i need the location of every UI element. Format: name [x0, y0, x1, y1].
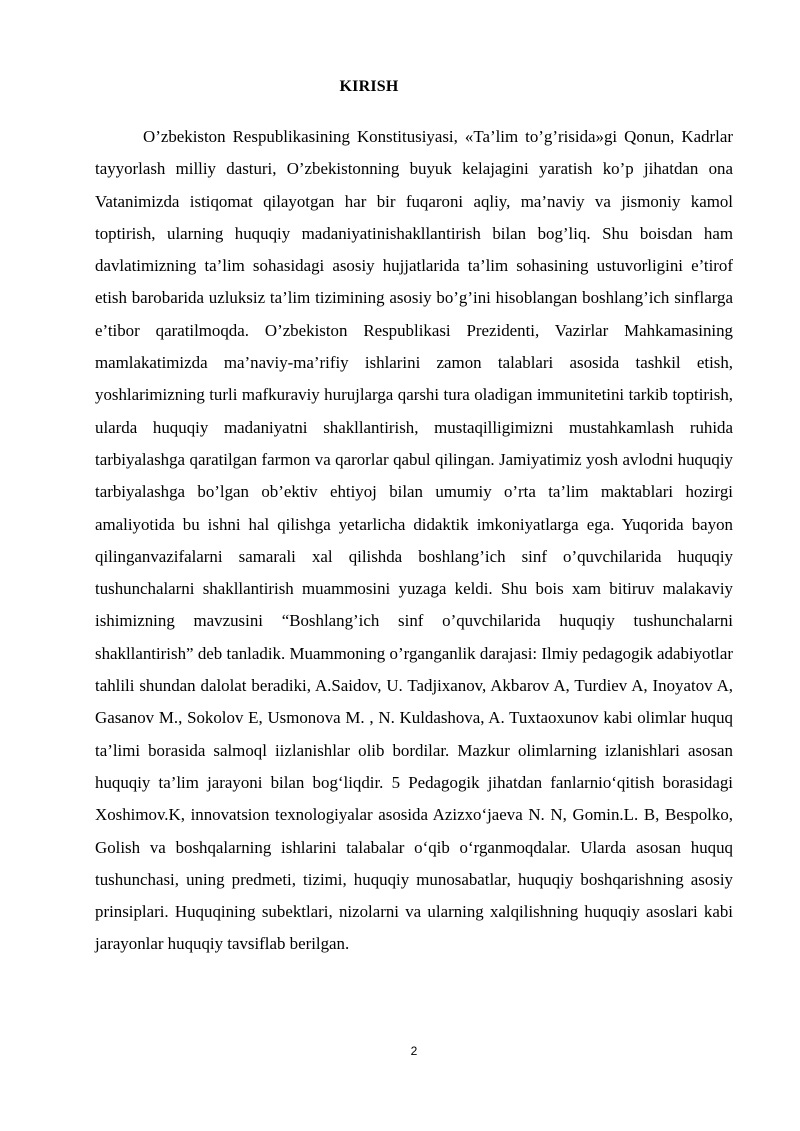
page-number: 2	[410, 1044, 418, 1058]
section-title: KIRISH	[339, 78, 399, 95]
body-paragraph: O’zbekiston Respublikasining Konstitusiyasi, «Ta’lim to’g’risida»gi Qonun, Kadrlar tayyorlash milliy dasturi, O’zbekistonning buyuk kelajagini yaratish ko’p jihatdan ona Vatanimizda istiqomat qilayotgan har bir fuqaroni aqliy, ma’naviy va jismoniy kamol toptirish, ularning huquqiy madaniyatinishakllantirish bilan bog’liq. Shu boisdan ham davlatimizning ta’lim sohasidagi asosiy hujjatlarida ta’lim sohasining ustuvorligini e’tirof etish barobarida uzluksiz ta’lim tizimining asosiy bo’g’ini hisoblangan boshlang’ich sinflarga e’tibor qaratilmoqda. O’zbekiston Respublikasi Prezidenti, Vazirlar Mahkamasining mamlakatimizda ma’naviy-ma’rifiy ishlarini zamon talablari asosida tashkil etish, yoshlarimizning turli mafkuraviy hurujlarga qarshi tura oladigan immunitetini tarkib toptirish, ularda huquqiy madaniyatni shakllantirish, mustaqilligimizni mustahkamlash ruhida tarbiyalashga qaratilgan farmon va qarorlar qabul qilingan. Jamiyatimiz yosh avlodni huquqiy tarbiyalashga bo’lgan ob’ektiv ehtiyoj bilan umumiy o’rta ta’lim maktablari hozirgi amaliyotida bu ishni hal qilishga yetarlicha didaktik imkoniyatlarga ega. Yuqorida bayon qilinganvazifalarni samarali xal qilishda boshlang’ich sinf o’quvchilarida huquqiy tushunchalarni shakllantirish muammosini yuzaga keldi. Shu bois xam bitiruv malakaviy ishimizning mavzusini “Boshlang’ich sinf o’quvchilarida huquqiy tushunchalarni shakllantirish” deb tanladik. Muammoning o’rganganlik darajasi: Ilmiy pedagogik adabiyotlar tahlili shundan dalolat beradiki, A.Saidov, U. Tadjixanov, Akbarov A, Turdiev A, Inoyatov A, Gasanov M., Sokolov E, Usmonova M. , N. Kuldashova, A. Tuxtaoxunov kabi olimlar huquq ta’limi borasida salmoql iizlanishlar olib bordilar. Mazkur olimlarning izlanishlari asosan huquqiy ta’lim jarayoni bilan bog‘liqdir. 5 Pedagogik jihatdan fanlarnio‘qitish borasidagi Xoshimov.K, innovatsion texnologiyalar asosida Azizxo‘jaeva N. N, Gomin.L. B, Bespolko, Golish va boshqalarning ishlarini talabalar o‘qib o‘rganmoqdalar. Ularda asosan huquq tushunchasi, uning predmeti, tizimi, huquqiy munosabatlar, huquqiy boshqarishning asosiy prinsiplari. Huquqining subektlari, nizolarni va ularning xalqilishning huquqiy asoslari kabi jarayonlar huquqiy tavsiflab berilgan.	[95, 127, 733, 954]
